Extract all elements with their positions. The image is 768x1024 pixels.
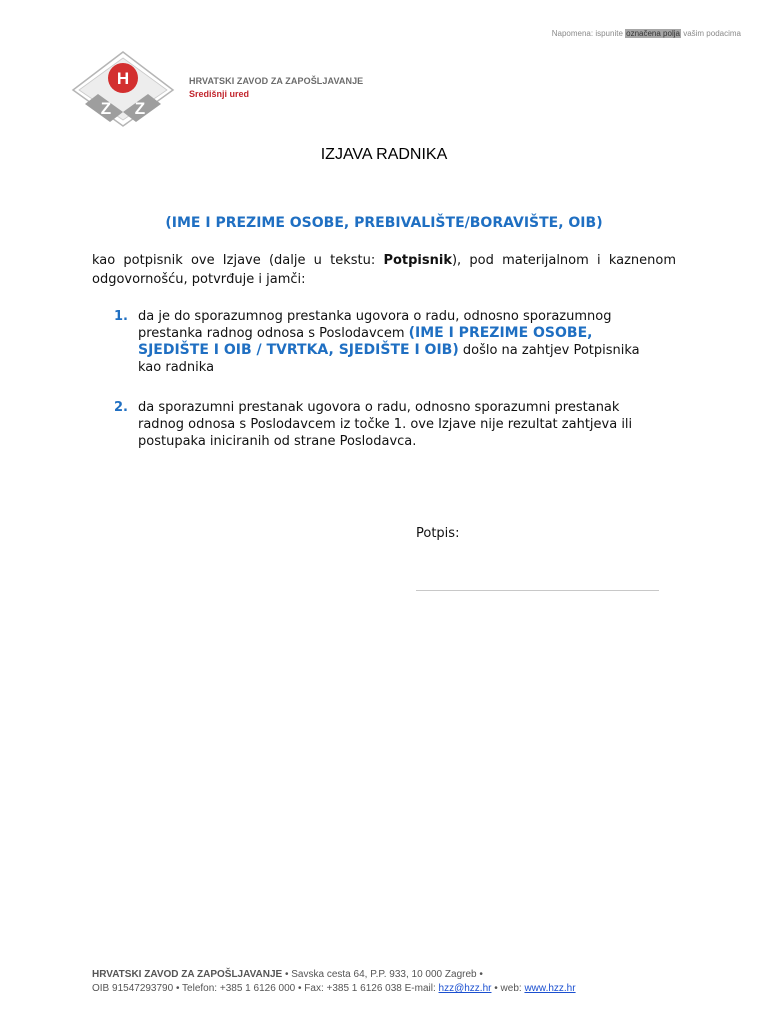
intro-bold-term: Potpisnik (383, 253, 452, 268)
footer-line-1 (92, 968, 576, 982)
organization-header (189, 75, 363, 101)
logo-letter-z-left: Z (100, 99, 112, 118)
intro-text-after: ), pod materijalnom i kaznenom odgovornošću, potvrđuje i jamči: (92, 253, 677, 287)
hzz-logo (70, 50, 176, 128)
footer-web-label: • web: (491, 983, 525, 994)
footer-line-2 (92, 982, 576, 996)
fill-instruction-note (552, 29, 741, 38)
footer-contact: OIB 91547293790 • Telefon: +385 1 6126 000 • Fax: +385 1 6126 038 E-mail: (92, 983, 439, 994)
sub-unit-name: Središnji ured (189, 89, 250, 99)
signatory-placeholder-field[interactable]: (IME I PREZIME OSOBE, PREBIVALIŠTE/BORAVIŠTE, OIB) (165, 215, 603, 231)
list-item-1 (92, 308, 662, 388)
note-prefix: Napomena: ispunite (551, 29, 623, 38)
item-2-text: da sporazumni prestanak ugovora o radu, odnosno sporazumni prestanak radnog odnosa s Poslodavcem iz točke 1. ove Izjave nije rezultat zahtjeva ili postupaka iniciranih od strane Poslodavca. (138, 400, 633, 449)
document-title: IZJAVA RADNIKA (320, 146, 448, 163)
logo-letter-h: H (116, 69, 130, 88)
signature-line[interactable] (416, 590, 659, 591)
intro-text-before: kao potpisnik ove Izjave (dalje u tekstu: (92, 253, 384, 268)
footer-address: • Savska cesta 64, P.P. 933, 10 000 Zagreb • (282, 969, 483, 980)
footer-web-link[interactable]: www.hzz.hr (524, 983, 576, 994)
logo-letter-z-right: Z (134, 99, 146, 118)
footer-org-name: HRVATSKI ZAVOD ZA ZAPOŠLJAVANJE (92, 969, 283, 980)
item-1-text-before: da je do sporazumnog prestanka ugovora o radu, odnosno sporazumnog prestanka radnog odnosa s Poslodavcem (138, 309, 612, 341)
item-1-text-after: došlo na zahtjev Potpisnika kao radnika (138, 343, 640, 375)
list-item-2 (92, 399, 662, 459)
footer (92, 968, 576, 996)
note-suffix: vašim podacima (683, 29, 741, 38)
list-number-2: 2. (114, 400, 128, 415)
signature-label: Potpis: (416, 526, 460, 541)
footer-email-link[interactable]: hzz@hzz.hr (438, 983, 492, 994)
list-number-1: 1. (114, 309, 128, 324)
note-highlight: označena polja (626, 29, 680, 38)
organization-name: HRVATSKI ZAVOD ZA ZAPOŠLJAVANJE (189, 76, 364, 86)
intro-paragraph (92, 251, 676, 289)
employer-placeholder-field[interactable]: (IME I PREZIME OSOBE, SJEDIŠTE I OIB / TVRTKA, SJEDIŠTE I OIB) (138, 325, 593, 358)
